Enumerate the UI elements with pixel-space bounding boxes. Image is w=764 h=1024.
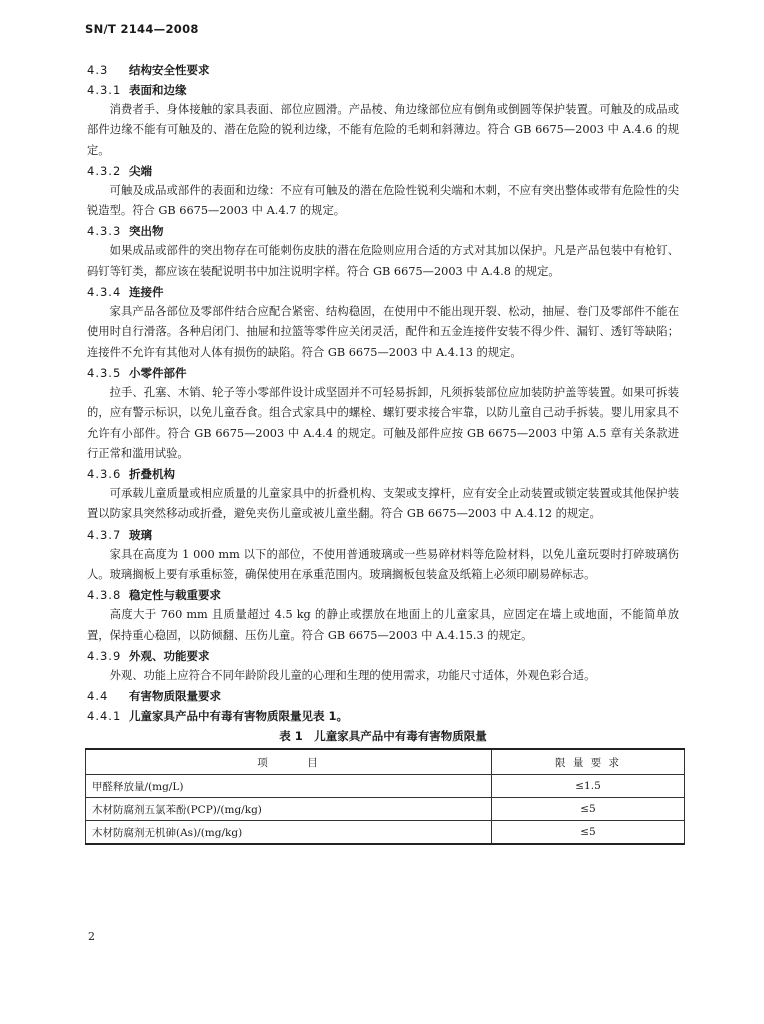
section-paragraph: 可承载儿童质量或相应质量的儿童家具中的折叠机构、支架或支撑杆，应有安全止动装置或锁定装置或其他保护装置以防家具突然移动或折叠，避免夹伤儿童或被儿童坐翻。符合 GB 6675—2003 中 A.4.12 的规定。	[87, 487, 679, 521]
table-row	[86, 798, 685, 821]
document-body	[87, 60, 679, 845]
table-caption: 表 1 儿童家具产品中有毒有害物质限量	[279, 729, 487, 744]
section-paragraph: 消费者手、身体接触的家具表面、部位应圆滑。产品棱、角边缘部位应有倒角或倒圆等保护装置。可触及的成品或部件边缘不能有可触及的、潜在危险的锐利边缘，不能有危险的毛刺和斜薄边。符合 GB 6675—2003 中 A.4.6 的规定。	[87, 103, 679, 157]
section-heading	[87, 686, 679, 706]
section-paragraph: 外观、功能上应符合不同年龄阶段儿童的心理和生理的使用需求，功能尺寸适体，外观色彩合适。	[109, 668, 596, 682]
section-paragraph: 拉手、孔塞、木销、轮子等小零部件设计成坚固并不可轻易拆卸，凡须拆装部位应加装防护盖等装置。如果可拆装的，应有警示标识，以免儿童吞食。组合式家具中的螺栓、螺钉要求接合牢靠，以防儿童自己动手拆装。婴儿用家具不允许有小部件。符合 GB 6675—2003 中 A.4.4 的规定。可触及部件应按 GB 6675—2003 中第 A.5 章有关条款进行正常和滥用试验。	[87, 385, 679, 460]
section-number: 4.3.1	[87, 83, 122, 97]
section-title: 有害物质限量要求	[129, 689, 221, 704]
section-title: 外观、功能要求	[129, 648, 210, 663]
section-number: 4.3.9	[87, 648, 122, 663]
document-code-header: SN/T 2144—2008	[85, 22, 199, 36]
section-number: 4.3.4	[87, 285, 122, 300]
section-number: 4.3.5	[87, 365, 122, 380]
table-cell-limit: ≤5	[492, 798, 685, 821]
table-row	[86, 821, 685, 845]
section-paragraph: 家具在高度为 1 000 mm 以下的部位，不使用普通玻璃或一些易碎材料等危险材料，以免儿童玩耍时打碎玻璃伤人。玻璃搁板上要有承重标签，确保使用在承重范围内。玻璃搁板包装盒及纸箱上必须印刷易碎标志。	[87, 547, 679, 582]
table-cell-limit: ≤1.5	[492, 775, 685, 798]
section-heading	[87, 221, 679, 241]
table-row	[86, 775, 685, 798]
section-number: 4.3.2	[87, 163, 122, 178]
section-title: 小零件部件	[129, 365, 187, 380]
section-number: 4.3.6	[87, 467, 122, 482]
table-cell-item: 木材防腐剂五氯苯酚(PCP)/(mg/kg)	[86, 798, 492, 821]
section-number: 4.3.8	[87, 588, 122, 603]
section-title: 尖端	[129, 163, 152, 178]
section-heading	[87, 363, 679, 383]
sections-container	[87, 60, 679, 726]
section-paragraph: 高度大于 760 mm 且质量超过 4.5 kg 的静止或摆放在地面上的儿童家具，应固定在墙上或地面，不能简单放置，保持重心稳固，以防倾翻、压伤儿童。符合 GB 6675—2003 中 A.4.15.3 的规定。	[87, 608, 679, 642]
section-heading	[87, 464, 679, 484]
table-cell-item: 甲醛释放量/(mg/L)	[86, 775, 492, 798]
section-paragraph: 家具产品各部位及零部件结合应配合紧密、结构稳固，在使用中不能出现开裂、松动，抽屉、卷门及零部件不能在使用时自行滑落。各种启闭门、抽屉和拉篮等零件应关闭灵活，配件和五金连接件安装不得少件、漏钉、透钉等缺陷；连接件不允许有其他对人体有损伤的缺陷。符合 GB 6675—2003 中 A.4.13 的规定。	[87, 305, 679, 359]
section-heading	[87, 525, 679, 545]
section-paragraph: 可触及成品或部件的表面和边缘：不应有可触及的潜在危险性锐利尖端和木刺，不应有突出整体或带有危险性的尖锐造型。符合 GB 6675—2003 中 A.4.7 的规定。	[87, 183, 679, 218]
table-header-row	[86, 749, 685, 775]
section-heading	[87, 60, 679, 80]
section-number: 4.3.3	[87, 224, 122, 239]
section-paragraph: 如果成品或部件的突出物存在可能刺伤皮肤的潜在危险则应用合适的方式对其加以保护。凡是产品包装中有枪钉、码钉等钉类，都应该在装配说明书中加注说明字样。符合 GB 6675—2003 中 A.4.8 的规定。	[87, 244, 679, 278]
section-title: 稳定性与载重要求	[129, 588, 221, 603]
section-title: 表面和边缘	[129, 83, 187, 97]
page-number: 2	[88, 930, 95, 943]
section-heading	[87, 161, 679, 181]
section-number: 4.4.1	[87, 709, 122, 724]
section-heading	[87, 282, 679, 302]
section-heading	[87, 585, 679, 605]
section-title: 突出物	[129, 224, 164, 239]
section-title: 儿童家具产品中有毒有害物质限量见表 1。	[129, 709, 349, 724]
section-title: 结构安全性要求	[129, 63, 210, 77]
section-heading	[87, 706, 679, 726]
section-number: 4.4	[87, 689, 109, 704]
table-cell-limit: ≤5	[492, 821, 685, 845]
section-title: 折叠机构	[129, 467, 175, 482]
hazardous-substance-table	[85, 748, 685, 845]
section-number: 4.3.7	[87, 527, 122, 542]
table-header-item: 项 目	[86, 749, 492, 775]
table-cell-item: 木材防腐剂无机砷(As)/(mg/kg)	[86, 821, 492, 845]
section-title: 连接件	[129, 285, 164, 300]
section-heading	[87, 80, 679, 100]
table-header-limit: 限 量 要 求	[492, 749, 685, 775]
section-number: 4.3	[87, 63, 109, 77]
section-heading	[87, 646, 679, 666]
section-title: 玻璃	[129, 527, 152, 542]
